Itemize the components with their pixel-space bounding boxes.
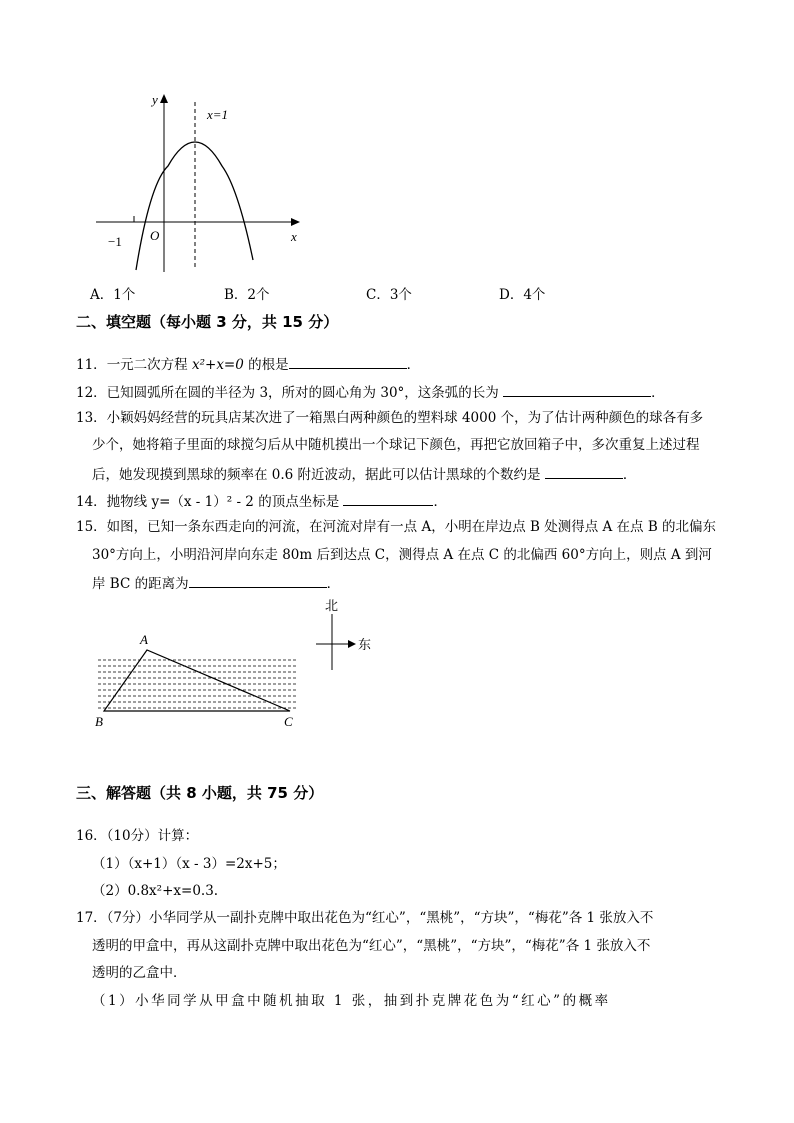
q14-text: 14．抛物线 y=（x - 1）² - 2 的顶点坐标是 xyxy=(76,494,344,510)
question-11 xyxy=(76,354,420,374)
q12-blank[interactable] xyxy=(503,382,651,397)
parabola-graph xyxy=(88,88,308,278)
compass-north-label: 北 xyxy=(325,598,339,613)
choice-d: D．4个 xyxy=(499,287,546,303)
point-a-label: A xyxy=(140,632,148,647)
y-axis-arrow xyxy=(160,94,168,103)
q12-end: ． xyxy=(651,385,665,401)
q11-post: 的根是 xyxy=(243,357,289,373)
choice-b: B．2个 xyxy=(224,287,270,303)
choice-a: A．1个 xyxy=(90,287,136,303)
triangle-abc xyxy=(104,650,290,711)
q11-eq: x²+x=0 xyxy=(191,357,244,373)
question-15-line1: 15．如图，已知一条东西走向的河流，在河流对岸有一点 A，小明在岸边点 B 处测得点 A 在点 B 的北偏东 xyxy=(76,519,717,535)
q14-end: ． xyxy=(433,494,447,510)
question-13-line3 xyxy=(92,464,636,484)
compass xyxy=(312,596,382,676)
x-axis-label: x xyxy=(291,229,297,244)
section3-title: 三、解答题（共 8 小题，共 75 分） xyxy=(76,784,324,802)
q14-blank[interactable] xyxy=(343,491,433,506)
question-17-line1: 17．（7分）小华同学从一副扑克牌中取出花色为“红心”，“黑桃”，“方块”，“梅花”各 1 张放入不 xyxy=(76,910,654,926)
question-16-part2: （2）0.8x²+x=0.3. xyxy=(92,883,219,899)
question-16-part1: （1）（x+1）（x - 3）=2x+5； xyxy=(92,856,286,872)
section2-title: 二、填空题（每小题 3 分，共 15 分） xyxy=(76,313,339,331)
q13-line3-text: 后，她发现摸到黑球的频率在 0.6 附近波动，据此可以估计黑球的个数约是 xyxy=(92,467,545,483)
symmetry-label: x=1 xyxy=(207,107,229,122)
q12-text: 12．已知圆弧所在圆的半径为 3，所对的圆心角为 30°，这条弧的长为 xyxy=(76,385,504,401)
q11-end: ． xyxy=(406,357,421,373)
point-c-label: C xyxy=(284,714,293,729)
question-17-line2: 透明的甲盒中，再从这副扑克牌中取出花色为“红心”，“黑桃”，“方块”，“梅花”各 1 张放入不 xyxy=(92,938,651,954)
origin-label: O xyxy=(150,228,160,243)
q13-end: ． xyxy=(622,467,637,483)
q11-blank[interactable] xyxy=(289,354,407,369)
q15-end: ． xyxy=(326,576,341,592)
question-15-line3 xyxy=(92,573,340,593)
river-figure xyxy=(90,628,300,733)
neg-one-label: −1 xyxy=(108,234,122,249)
choice-c: C．3个 xyxy=(366,287,412,303)
question-17-line3: 透明的乙盒中． xyxy=(92,965,187,981)
q15-blank[interactable] xyxy=(189,573,327,588)
question-15-line2: 30°方向上，小明沿河岸向东走 80m 后到达点 C，测得点 A 在点 C 的北偏西 60°方向上，则点 A 到河 xyxy=(92,547,712,563)
question-12 xyxy=(76,382,665,402)
question-13-line2: 少个，她将箱子里面的球搅匀后从中随机摸出一个球记下颜色，再把它放回箱子中，多次重复上述过程 xyxy=(92,437,700,453)
compass-east-arrow xyxy=(348,640,356,648)
question-17-line4: （1）小华同学从甲盒中随机抽取 1 张，抽到扑克牌花色为“红心”的概率 xyxy=(92,993,611,1009)
point-b-label: B xyxy=(95,714,103,729)
q15-line3-text: 岸 BC 的距离为 xyxy=(92,576,189,592)
q11-num: 11． xyxy=(76,357,107,373)
x-axis-arrow xyxy=(291,218,300,226)
question-16-head: 16．（10分）计算： xyxy=(76,828,199,844)
q13-blank[interactable] xyxy=(545,464,623,479)
question-13-line1: 13．小颖妈妈经营的玩具店某次进了一箱黑白两种颜色的塑料球 4000 个，为了估计两种颜色的球各有多 xyxy=(76,410,704,426)
q11-pre: 一元二次方程 xyxy=(106,357,192,373)
compass-east-label: 东 xyxy=(358,637,372,652)
question-14 xyxy=(76,491,447,511)
y-axis-label: y xyxy=(152,92,158,107)
